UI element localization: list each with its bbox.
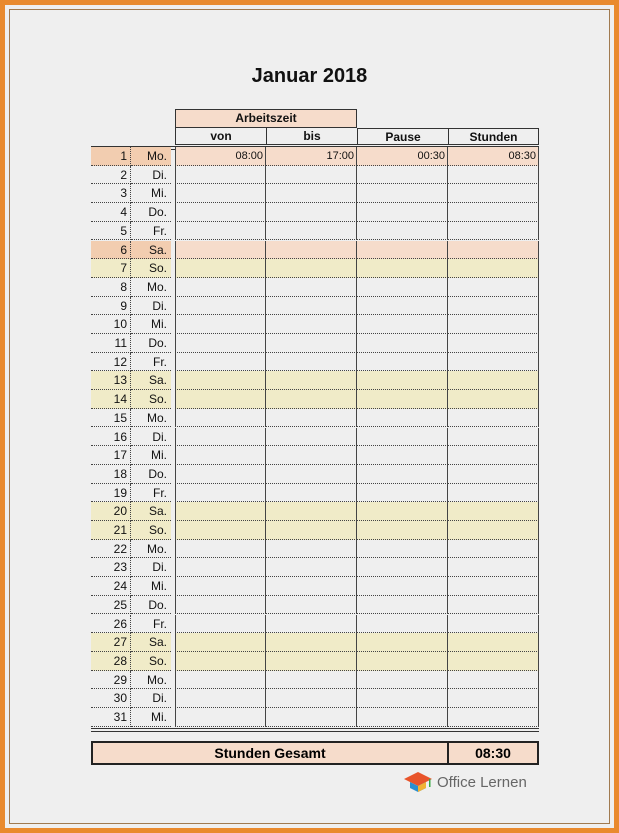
weekday-cell: Mo.	[131, 147, 171, 166]
von-cell[interactable]	[175, 521, 266, 540]
header-bis: bis	[266, 128, 357, 145]
table-bottom-rule	[91, 728, 539, 732]
table-row	[91, 241, 539, 260]
pause-cell[interactable]	[357, 596, 448, 615]
von-cell[interactable]	[175, 465, 266, 484]
table-row	[91, 278, 539, 297]
table-row	[91, 484, 539, 503]
von-cell[interactable]	[175, 652, 266, 671]
pause-cell[interactable]	[357, 241, 448, 260]
day-number-cell: 10	[91, 315, 131, 334]
table-row	[91, 671, 539, 690]
pause-cell[interactable]	[357, 353, 448, 372]
von-cell[interactable]	[175, 184, 266, 203]
graduation-cap-icon	[403, 771, 433, 793]
day-number-cell: 30	[91, 689, 131, 708]
day-number-cell: 1	[91, 147, 131, 166]
von-cell[interactable]	[175, 540, 266, 559]
table-row	[91, 315, 539, 334]
weekday-cell: Fr.	[131, 484, 171, 503]
table-row	[91, 297, 539, 316]
stunden-cell[interactable]	[448, 390, 539, 409]
pause-cell[interactable]	[357, 334, 448, 353]
pause-cell[interactable]	[357, 652, 448, 671]
von-cell[interactable]	[175, 166, 266, 185]
table-row	[91, 428, 539, 447]
weekday-cell: Do.	[131, 334, 171, 353]
day-number-cell: 20	[91, 502, 131, 521]
weekday-cell: Di.	[131, 428, 171, 447]
stunden-cell[interactable]: 08:30	[448, 147, 539, 166]
stunden-cell[interactable]	[448, 484, 539, 503]
von-cell[interactable]	[175, 502, 266, 521]
weekday-cell: So.	[131, 652, 171, 671]
table-row	[91, 465, 539, 484]
stunden-cell[interactable]	[448, 671, 539, 690]
pause-cell[interactable]	[357, 465, 448, 484]
page-title: Januar 2018	[251, 65, 368, 87]
pause-cell[interactable]: 00:30	[357, 147, 448, 166]
day-number-cell: 6	[91, 241, 131, 260]
pause-cell[interactable]	[357, 222, 448, 241]
pause-cell[interactable]	[357, 409, 448, 428]
weekday-cell: Fr.	[131, 222, 171, 241]
total-label: Stunden Gesamt	[93, 743, 449, 763]
von-cell[interactable]	[175, 633, 266, 652]
bis-cell[interactable]	[266, 184, 357, 203]
table-row	[91, 446, 539, 465]
pause-cell[interactable]	[357, 540, 448, 559]
von-cell[interactable]	[175, 577, 266, 596]
pause-cell[interactable]	[357, 315, 448, 334]
bis-cell[interactable]	[266, 652, 357, 671]
day-number-cell: 27	[91, 633, 131, 652]
day-number-cell: 23	[91, 558, 131, 577]
von-cell[interactable]	[175, 558, 266, 577]
stunden-cell[interactable]	[448, 259, 539, 278]
weekday-cell: Fr.	[131, 353, 171, 372]
day-number-cell: 5	[91, 222, 131, 241]
table-row	[91, 147, 539, 166]
table-row	[91, 203, 539, 222]
bis-cell[interactable]	[266, 633, 357, 652]
bis-cell[interactable]	[266, 540, 357, 559]
bis-cell[interactable]	[266, 558, 357, 577]
day-number-cell: 24	[91, 577, 131, 596]
von-cell[interactable]	[175, 390, 266, 409]
day-number-cell: 28	[91, 652, 131, 671]
pause-cell[interactable]	[357, 446, 448, 465]
day-number-cell: 3	[91, 184, 131, 203]
header-arbeitszeit: Arbeitszeit	[175, 109, 357, 128]
weekday-cell: Sa.	[131, 241, 171, 260]
bis-cell[interactable]	[266, 615, 357, 634]
bis-cell[interactable]	[266, 315, 357, 334]
bis-cell[interactable]	[266, 334, 357, 353]
stunden-cell[interactable]	[448, 502, 539, 521]
stunden-cell[interactable]	[448, 203, 539, 222]
day-number-cell: 13	[91, 371, 131, 390]
stunden-cell[interactable]	[448, 465, 539, 484]
day-number-cell: 29	[91, 671, 131, 690]
table-row	[91, 371, 539, 390]
von-cell[interactable]	[175, 241, 266, 260]
bis-cell[interactable]	[266, 671, 357, 690]
weekday-cell: Mo.	[131, 540, 171, 559]
von-cell[interactable]	[175, 297, 266, 316]
day-number-cell: 16	[91, 428, 131, 447]
day-number-cell: 11	[91, 334, 131, 353]
stunden-cell[interactable]	[448, 334, 539, 353]
table-row	[91, 652, 539, 671]
header-stunden: Stunden	[448, 128, 539, 145]
table-row	[91, 708, 539, 727]
von-cell[interactable]	[175, 409, 266, 428]
bis-cell[interactable]	[266, 577, 357, 596]
von-cell[interactable]	[175, 708, 266, 727]
bis-cell[interactable]	[266, 689, 357, 708]
table-row	[91, 615, 539, 634]
bis-cell[interactable]	[266, 465, 357, 484]
weekday-cell: So.	[131, 521, 171, 540]
stunden-cell[interactable]	[448, 446, 539, 465]
day-number-cell: 18	[91, 465, 131, 484]
weekday-cell: So.	[131, 390, 171, 409]
table-row	[91, 521, 539, 540]
day-number-cell: 15	[91, 409, 131, 428]
von-cell[interactable]	[175, 334, 266, 353]
day-number-cell: 25	[91, 596, 131, 615]
von-cell[interactable]	[175, 615, 266, 634]
day-number-cell: 7	[91, 259, 131, 278]
day-number-cell: 2	[91, 166, 131, 185]
stunden-cell[interactable]	[448, 633, 539, 652]
bis-cell[interactable]	[266, 428, 357, 447]
stunden-cell[interactable]	[448, 596, 539, 615]
von-cell[interactable]	[175, 428, 266, 447]
table-row	[91, 558, 539, 577]
stunden-cell[interactable]	[448, 315, 539, 334]
von-cell[interactable]	[175, 446, 266, 465]
table-row	[91, 166, 539, 185]
pause-cell[interactable]	[357, 297, 448, 316]
pause-cell[interactable]	[357, 633, 448, 652]
pause-cell[interactable]	[357, 502, 448, 521]
pause-cell[interactable]	[357, 184, 448, 203]
header-pause: Pause	[357, 128, 448, 145]
von-cell[interactable]	[175, 203, 266, 222]
table-row	[91, 390, 539, 409]
pause-cell[interactable]	[357, 203, 448, 222]
von-cell[interactable]	[175, 315, 266, 334]
stunden-cell[interactable]	[448, 371, 539, 390]
bis-cell[interactable]	[266, 222, 357, 241]
header-von: von	[175, 128, 266, 145]
day-number-cell: 4	[91, 203, 131, 222]
table-row	[91, 334, 539, 353]
stunden-cell[interactable]	[448, 428, 539, 447]
stunden-cell[interactable]	[448, 558, 539, 577]
day-number-cell: 22	[91, 540, 131, 559]
day-number-cell: 17	[91, 446, 131, 465]
bis-cell[interactable]	[266, 446, 357, 465]
weekday-cell: Do.	[131, 596, 171, 615]
weekday-cell: Mi.	[131, 708, 171, 727]
stunden-cell[interactable]	[448, 353, 539, 372]
day-number-cell: 14	[91, 390, 131, 409]
pause-cell[interactable]	[357, 577, 448, 596]
von-cell[interactable]	[175, 689, 266, 708]
von-cell[interactable]	[175, 278, 266, 297]
weekday-cell: Mi.	[131, 184, 171, 203]
von-cell[interactable]	[175, 222, 266, 241]
stunden-cell[interactable]	[448, 708, 539, 727]
table-row	[91, 184, 539, 203]
von-cell[interactable]	[175, 671, 266, 690]
von-cell[interactable]: 08:00	[175, 147, 266, 166]
weekday-cell: Mi.	[131, 315, 171, 334]
table-row	[91, 633, 539, 652]
stunden-cell[interactable]	[448, 689, 539, 708]
stunden-cell[interactable]	[448, 652, 539, 671]
bis-cell[interactable]	[266, 259, 357, 278]
bis-cell[interactable]	[266, 502, 357, 521]
bis-cell[interactable]	[266, 596, 357, 615]
bis-cell[interactable]	[266, 484, 357, 503]
total-value: 08:30	[475, 745, 511, 761]
sheet-frame	[5, 5, 614, 828]
table-row	[91, 596, 539, 615]
bis-cell[interactable]	[266, 241, 357, 260]
pause-cell[interactable]	[357, 521, 448, 540]
stunden-cell[interactable]	[448, 278, 539, 297]
stunden-cell[interactable]	[448, 297, 539, 316]
weekday-cell: Di.	[131, 689, 171, 708]
pause-cell[interactable]	[357, 259, 448, 278]
bis-cell[interactable]	[266, 371, 357, 390]
stunden-cell[interactable]	[448, 184, 539, 203]
weekday-cell: Fr.	[131, 615, 171, 634]
table-row	[91, 222, 539, 241]
pause-cell[interactable]	[357, 371, 448, 390]
pause-cell[interactable]	[357, 278, 448, 297]
watermark	[37, 784, 39, 793]
stunden-cell[interactable]	[448, 222, 539, 241]
stunden-cell[interactable]	[448, 540, 539, 559]
weekday-cell: Mi.	[131, 577, 171, 596]
weekday-cell: Do.	[131, 203, 171, 222]
day-number-cell: 19	[91, 484, 131, 503]
bis-cell[interactable]: 17:00	[266, 147, 357, 166]
weekday-cell: Di.	[131, 166, 171, 185]
total-row	[91, 741, 539, 765]
pause-cell[interactable]	[357, 484, 448, 503]
weekday-cell: Do.	[131, 465, 171, 484]
stunden-cell[interactable]	[448, 241, 539, 260]
table-row	[91, 353, 539, 372]
von-cell[interactable]	[175, 259, 266, 278]
day-number-cell: 21	[91, 521, 131, 540]
day-number-cell: 9	[91, 297, 131, 316]
weekday-cell: Mi.	[131, 446, 171, 465]
weekday-cell: Sa.	[131, 371, 171, 390]
pause-cell[interactable]	[357, 671, 448, 690]
von-cell[interactable]	[175, 353, 266, 372]
pause-cell[interactable]	[357, 166, 448, 185]
weekday-cell: Di.	[131, 558, 171, 577]
stunden-cell[interactable]	[448, 577, 539, 596]
table-row	[91, 689, 539, 708]
day-number-cell: 12	[91, 353, 131, 372]
pause-cell[interactable]	[357, 428, 448, 447]
bis-cell[interactable]	[266, 166, 357, 185]
pause-cell[interactable]	[357, 615, 448, 634]
von-cell[interactable]	[175, 484, 266, 503]
table-row	[91, 259, 539, 278]
weekday-cell: Di.	[131, 297, 171, 316]
stunden-cell[interactable]	[448, 615, 539, 634]
weekday-cell: So.	[131, 259, 171, 278]
bis-cell[interactable]	[266, 409, 357, 428]
von-cell[interactable]	[175, 596, 266, 615]
bis-cell[interactable]	[266, 708, 357, 727]
logo-text: Office Lernen	[437, 774, 527, 791]
stunden-cell[interactable]	[448, 166, 539, 185]
table-row	[91, 502, 539, 521]
weekday-cell: Sa.	[131, 633, 171, 652]
bis-cell[interactable]	[266, 353, 357, 372]
pause-cell[interactable]	[357, 390, 448, 409]
weekday-cell: Mo.	[131, 671, 171, 690]
bis-cell[interactable]	[266, 297, 357, 316]
bis-cell[interactable]	[266, 521, 357, 540]
von-cell[interactable]	[175, 371, 266, 390]
day-number-cell: 8	[91, 278, 131, 297]
pause-cell[interactable]	[357, 708, 448, 727]
table-row	[91, 540, 539, 559]
day-number-cell: 26	[91, 615, 131, 634]
stunden-cell[interactable]	[448, 521, 539, 540]
weekday-cell: Mo.	[131, 278, 171, 297]
pause-cell[interactable]	[357, 689, 448, 708]
table-row	[91, 409, 539, 428]
day-number-cell: 31	[91, 708, 131, 727]
table-row	[91, 577, 539, 596]
bis-cell[interactable]	[266, 390, 357, 409]
pause-cell[interactable]	[357, 558, 448, 577]
bis-cell[interactable]	[266, 203, 357, 222]
stunden-cell[interactable]	[448, 409, 539, 428]
weekday-cell: Sa.	[131, 502, 171, 521]
weekday-cell: Mo.	[131, 409, 171, 428]
bis-cell[interactable]	[266, 278, 357, 297]
